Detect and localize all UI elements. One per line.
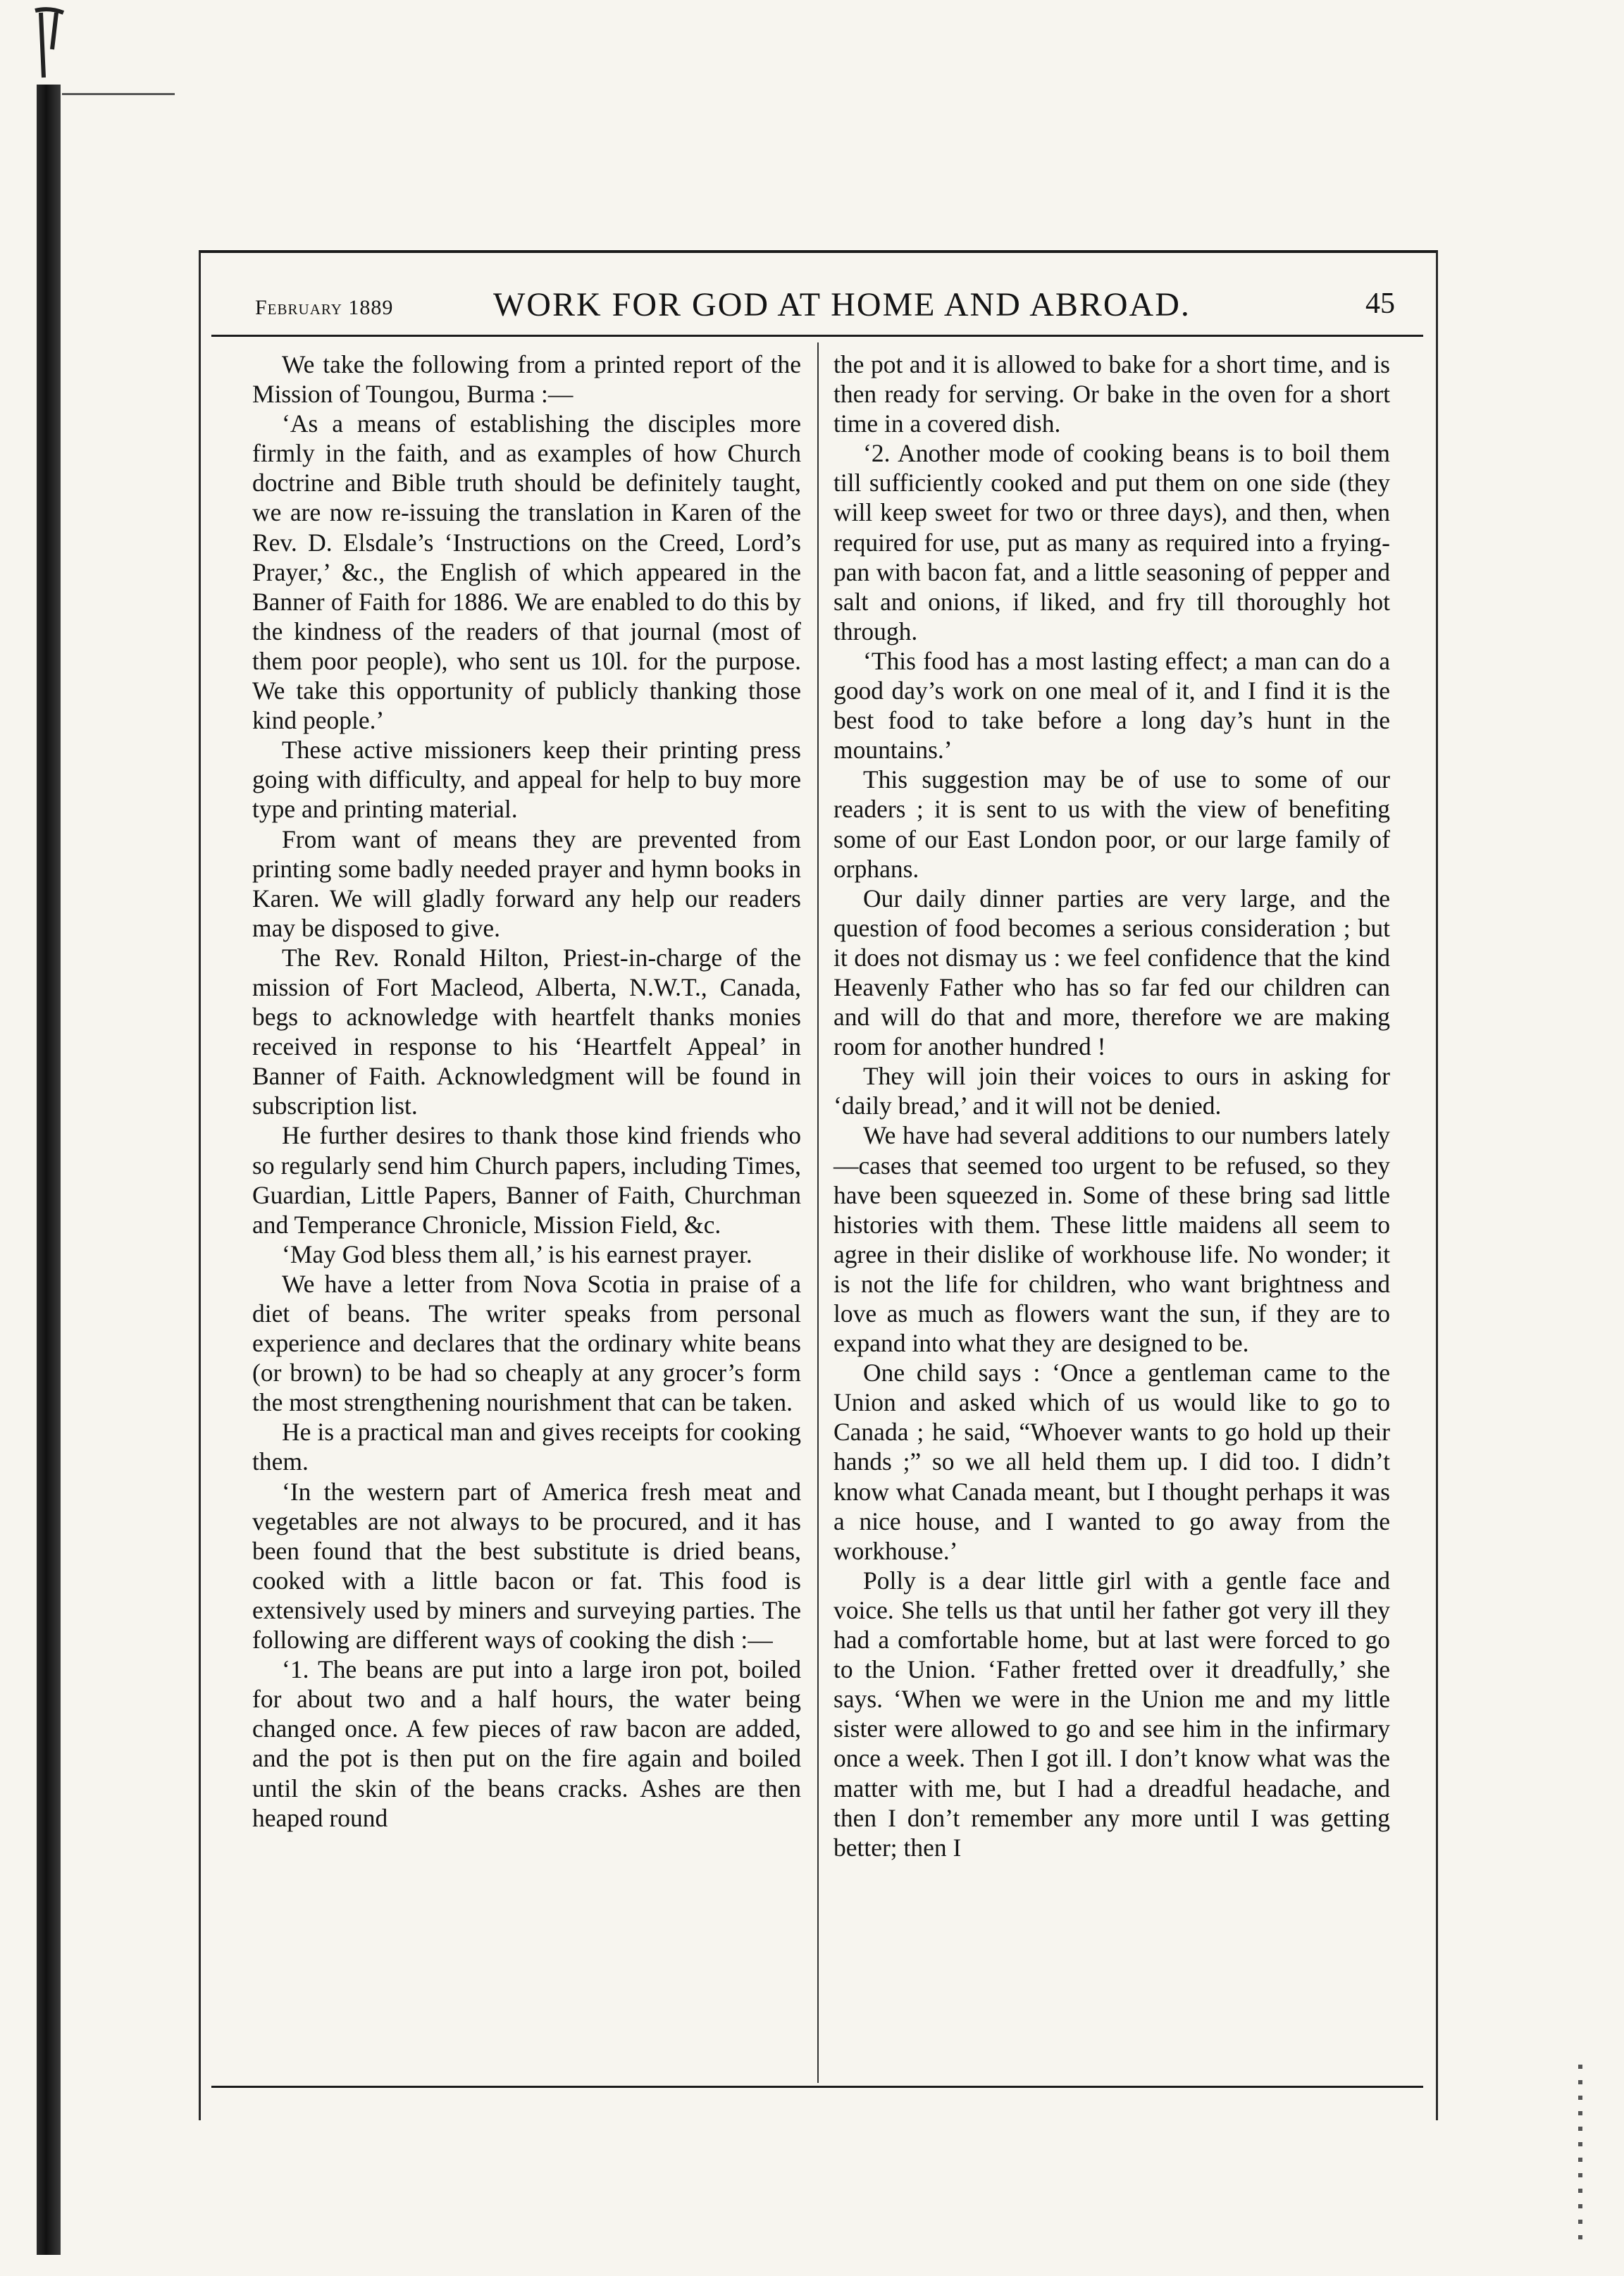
paragraph: Polly is a dear little girl with a gentle face and voice. She tells us that until her father got very ill they had a comfortable home, but at last were forced to go to the Union. ‘Father fretted over it dreadfully,’ she says. ‘When we were in the Union me and my little sister were allowed to go and see him in the infirmary once a week. Then I got ill. I don’t know what was the matter with me, but I had a dreadful headache, and then I don’t remember any more until I was getting better; then I [833, 1566, 1390, 1862]
paragraph: We take the following from a printed report of the Mission of Toungou, Burma :— [252, 350, 801, 409]
header-date: February 1889 [255, 296, 394, 319]
paragraph: They will join their voices to ours in asking for ‘daily bread,’ and it will not be denied. [833, 1062, 1390, 1120]
binding-rule [62, 93, 175, 95]
paragraph: One child says : ‘Once a gentleman came to the Union and asked which of us would like to go to Canada ; he said, “Whoever wants to go hold up their hands ;” so we all held them up. I did too. I didn’t know what Canada meant, but I thought perhaps it was a nice house, and I wanted to go away from the workhouse.’ [833, 1359, 1390, 1565]
paragraph: ‘May God bless them all,’ is his earnest prayer. [282, 1239, 752, 1268]
paragraph: This suggestion may be of use to some of our readers ; it is sent to us with the view of benefiting some of our East London poor, or our large family of orphans. [833, 765, 1390, 883]
book-binding-edge [37, 85, 61, 2255]
column-divider [817, 342, 819, 2083]
paragraph: From want of means they are prevented from printing some badly needed prayer and hymn books in Karen. We will gladly forward any help our readers may be disposed to give. [252, 824, 801, 942]
paragraph: the pot and it is allowed to bake for a short time, and is then ready for serving. Or bake in the oven for a short time in a covered dish. [833, 350, 1390, 438]
paragraph: ‘This food has a most lasting effect; a man can do a good day’s work on one meal of it, and I find it is the best food to take before a long day’s hunt in the mountains.’ [833, 646, 1390, 765]
page-header [211, 285, 1423, 337]
margin-specks [1578, 2065, 1582, 2248]
paragraph: He is a practical man and gives receipts for cooking them. [252, 1418, 801, 1476]
paragraph: He further desires to thank those kind friends who so regularly send him Church papers, including Times, Guardian, Little Papers, Banner of Faith, Churchman and Temperance Chronicle, Mission Field, &c. [252, 1121, 801, 1239]
paragraph: We have had several additions to our numbers lately—cases that seemed too urgent to be refused, so they have been squeezed in. Some of these bring sad little histories with them. These little maidens all seem to agree in their dislike of workhouse life. No wonder; it is not the life for children, who want brightness and love as much as flowers want the sun, if they are to expand into what they are designed to be. [833, 1121, 1390, 1358]
binding-clasp-mark [28, 7, 70, 85]
page-number: 45 [1365, 287, 1395, 320]
paragraph: ‘In the western part of America fresh meat and vegetables are not always to be procured, and it has been found that the best substitute is dried beans, cooked with a little bacon or fat. This food is extensively used by miners and surveying parties. The following are different ways of cooking the dish :— [252, 1477, 801, 1655]
paragraph: We have a letter from Nova Scotia in praise of a diet of beans. The writer speaks from personal experience and declares that the ordinary white beans (or brown) to be had so cheaply at any grocer’s form the most strengthening nourishment that can be taken. [252, 1269, 801, 1417]
running-title: WORK FOR GOD AT HOME AND ABROAD. [493, 286, 1191, 323]
right-column [833, 350, 1390, 1862]
paragraph: The Rev. Ronald Hilton, Priest-in-charge of the mission of Fort Macleod, Alberta, N.W.T., Canada, begs to acknowledge with heartfelt thanks monies received in response to his ‘Heartfelt Appeal’ in Banner of Faith. Acknowledgment will be found in subscription list. [252, 943, 801, 1120]
left-column [252, 350, 801, 1833]
paragraph: ‘1. The beans are put into a large iron pot, boiled for about two and a half hours, the water being changed once. A few pieces of raw bacon are added, and the pot is then put on the fire again and boiled until the skin of the beans cracks. Ashes are then heaped round [252, 1655, 801, 1832]
paragraph: These active missioners keep their printing press going with difficulty, and appeal for help to buy more type and printing material. [252, 736, 801, 824]
paragraph: ‘2. Another mode of cooking beans is to boil them till sufficiently cooked and put them on one side (they will keep sweet for two or three days), and then, when required for use, put as many as required into a frying-pan with bacon fat, and a little seasoning of pepper and salt and onions, if liked, and fry till thoroughly hot through. [833, 439, 1390, 645]
paragraph: Our daily dinner parties are very large, and the question of food becomes a serious consideration ; but it does not dismay us : we feel confidence that the kind Heavenly Father who has so far fed our children can and will do that and more, therefore we are making room for another hundred ! [833, 884, 1390, 1061]
paragraph: ‘As a means of establishing the disciples more firmly in the faith, and as examples of how Church doctrine and Bible truth should be definitely taught, we are now re-issuing the translation in Karen of the Rev. D. Elsdale’s ‘Instructions on the Creed, Lord’s Prayer,’ &c., the English of which appeared in the Banner of Faith for 1886. We are enabled to do this by the kindness of the readers of that journal (most of them poor people), who sent us 10l. for the purpose. We take this opportunity of publicly thanking those kind people.’ [252, 409, 801, 735]
bottom-rule [211, 2086, 1423, 2088]
